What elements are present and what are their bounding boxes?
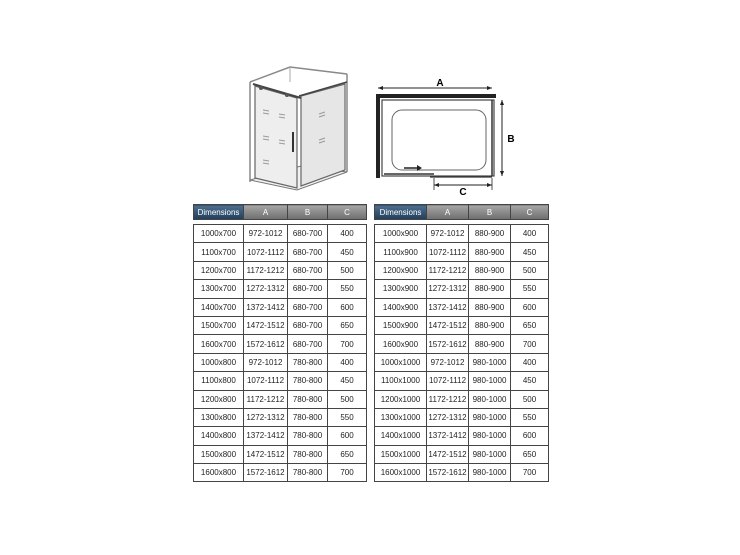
cell-a: 1172-1212 xyxy=(427,390,469,408)
cell-b: 780-800 xyxy=(288,464,328,482)
cell-dimensions: 1000x700 xyxy=(194,225,244,243)
cell-a: 1572-1612 xyxy=(427,335,469,353)
cell-a: 1272-1312 xyxy=(244,408,288,426)
table-row xyxy=(375,225,549,243)
cell-dimensions: 1500x700 xyxy=(194,316,244,334)
table-row xyxy=(375,390,549,408)
table-body-left xyxy=(194,220,367,482)
cell-c: 550 xyxy=(511,280,549,298)
cell-c: 600 xyxy=(328,298,367,316)
cell-a: 1572-1612 xyxy=(427,464,469,482)
cell-b: 880-900 xyxy=(469,280,511,298)
cell-b: 880-900 xyxy=(469,225,511,243)
cell-a: 1272-1312 xyxy=(427,408,469,426)
label-c: C xyxy=(459,187,467,196)
table-row xyxy=(375,261,549,279)
cell-c: 700 xyxy=(511,464,549,482)
cell-b: 780-800 xyxy=(288,390,328,408)
cell-dimensions: 1100x800 xyxy=(194,372,244,390)
cell-dimensions: 1100x900 xyxy=(375,243,427,261)
cell-c: 700 xyxy=(328,464,367,482)
cell-dimensions: 1300x800 xyxy=(194,408,244,426)
cell-b: 980-1000 xyxy=(469,353,511,371)
cell-a: 1372-1412 xyxy=(427,298,469,316)
cell-b: 880-900 xyxy=(469,298,511,316)
cell-a: 1372-1412 xyxy=(244,298,288,316)
dimensions-table-right xyxy=(374,204,549,482)
cell-a: 1272-1312 xyxy=(427,280,469,298)
cell-b: 680-700 xyxy=(288,316,328,334)
table-row xyxy=(194,372,367,390)
cell-dimensions: 1600x700 xyxy=(194,335,244,353)
header-c: C xyxy=(328,205,367,220)
cell-b: 680-700 xyxy=(288,243,328,261)
cell-c: 500 xyxy=(511,261,549,279)
cell-dimensions: 1200x800 xyxy=(194,390,244,408)
cell-c: 700 xyxy=(328,335,367,353)
cell-a: 1572-1612 xyxy=(244,335,288,353)
cell-b: 680-700 xyxy=(288,298,328,316)
table-row xyxy=(194,408,367,426)
table-row xyxy=(194,298,367,316)
cell-c: 550 xyxy=(328,280,367,298)
header-c: C xyxy=(511,205,549,220)
cell-b: 680-700 xyxy=(288,225,328,243)
cell-c: 600 xyxy=(511,298,549,316)
cell-c: 450 xyxy=(511,372,549,390)
cell-dimensions: 1600x1000 xyxy=(375,464,427,482)
cell-b: 780-800 xyxy=(288,353,328,371)
cell-c: 700 xyxy=(511,335,549,353)
cell-c: 400 xyxy=(328,353,367,371)
cell-b: 780-800 xyxy=(288,408,328,426)
cell-b: 980-1000 xyxy=(469,390,511,408)
cell-c: 550 xyxy=(328,408,367,426)
cell-c: 650 xyxy=(511,445,549,463)
table-row xyxy=(375,445,549,463)
plan-view-diagram xyxy=(370,78,520,196)
cell-dimensions: 1100x700 xyxy=(194,243,244,261)
cell-dimensions: 1500x900 xyxy=(375,316,427,334)
table-row xyxy=(375,298,549,316)
cell-b: 880-900 xyxy=(469,316,511,334)
cell-b: 780-800 xyxy=(288,445,328,463)
table-row xyxy=(194,261,367,279)
cell-dimensions: 1400x800 xyxy=(194,427,244,445)
cell-c: 500 xyxy=(328,390,367,408)
table-row xyxy=(375,464,549,482)
cell-c: 450 xyxy=(328,372,367,390)
cell-a: 1472-1512 xyxy=(427,316,469,334)
cell-dimensions: 1300x900 xyxy=(375,280,427,298)
cell-dimensions: 1500x800 xyxy=(194,445,244,463)
cell-a: 1172-1212 xyxy=(244,261,288,279)
table-row xyxy=(194,445,367,463)
cell-a: 1072-1112 xyxy=(244,372,288,390)
cell-dimensions: 1600x900 xyxy=(375,335,427,353)
cell-b: 980-1000 xyxy=(469,464,511,482)
cell-c: 650 xyxy=(328,445,367,463)
cell-a: 1372-1412 xyxy=(244,427,288,445)
cell-dimensions: 1200x700 xyxy=(194,261,244,279)
cell-dimensions: 1400x900 xyxy=(375,298,427,316)
dimensions-table-left xyxy=(193,204,367,482)
cell-a: 1472-1512 xyxy=(244,316,288,334)
table-header-row xyxy=(194,205,367,220)
cell-a: 1172-1212 xyxy=(427,261,469,279)
table-row xyxy=(375,316,549,334)
cell-a: 1272-1312 xyxy=(244,280,288,298)
cell-a: 972-1012 xyxy=(427,353,469,371)
table-row xyxy=(375,243,549,261)
header-dimensions: Dimensions xyxy=(194,205,244,220)
cell-b: 980-1000 xyxy=(469,427,511,445)
cell-dimensions: 1100x1000 xyxy=(375,372,427,390)
table-row xyxy=(194,243,367,261)
cell-b: 980-1000 xyxy=(469,445,511,463)
cell-c: 600 xyxy=(511,427,549,445)
header-dimensions: Dimensions xyxy=(375,205,427,220)
table-row xyxy=(194,335,367,353)
table-row xyxy=(375,335,549,353)
cell-a: 972-1012 xyxy=(244,225,288,243)
cell-a: 1072-1112 xyxy=(427,243,469,261)
table-row xyxy=(194,427,367,445)
table-row xyxy=(375,427,549,445)
table-row xyxy=(194,225,367,243)
cell-b: 980-1000 xyxy=(469,408,511,426)
cell-c: 650 xyxy=(328,316,367,334)
table-row xyxy=(375,372,549,390)
cell-b: 680-700 xyxy=(288,261,328,279)
cell-dimensions: 1300x1000 xyxy=(375,408,427,426)
cell-a: 1172-1212 xyxy=(244,390,288,408)
header-b: B xyxy=(288,205,328,220)
cell-c: 650 xyxy=(511,316,549,334)
table-body-right xyxy=(375,220,549,482)
cell-dimensions: 1200x1000 xyxy=(375,390,427,408)
table-row xyxy=(375,353,549,371)
label-a: A xyxy=(436,78,444,89)
cell-a: 1572-1612 xyxy=(244,464,288,482)
shower-enclosure-illustration xyxy=(235,62,355,197)
table-row xyxy=(194,464,367,482)
table-row xyxy=(375,408,549,426)
cell-c: 500 xyxy=(328,261,367,279)
cell-c: 450 xyxy=(511,243,549,261)
cell-a: 1472-1512 xyxy=(427,445,469,463)
cell-a: 972-1012 xyxy=(244,353,288,371)
header-a: A xyxy=(244,205,288,220)
cell-b: 680-700 xyxy=(288,280,328,298)
cell-b: 880-900 xyxy=(469,243,511,261)
label-b: B xyxy=(507,134,515,145)
cell-a: 1072-1112 xyxy=(244,243,288,261)
cell-dimensions: 1500x1000 xyxy=(375,445,427,463)
cell-dimensions: 1200x900 xyxy=(375,261,427,279)
cell-a: 1372-1412 xyxy=(427,427,469,445)
table-row xyxy=(194,353,367,371)
cell-b: 680-700 xyxy=(288,335,328,353)
cell-dimensions: 1400x1000 xyxy=(375,427,427,445)
table-row xyxy=(375,280,549,298)
cell-c: 400 xyxy=(328,225,367,243)
cell-c: 550 xyxy=(511,408,549,426)
cell-a: 1472-1512 xyxy=(244,445,288,463)
cell-c: 500 xyxy=(511,390,549,408)
cell-dimensions: 1000x1000 xyxy=(375,353,427,371)
cell-c: 400 xyxy=(511,225,549,243)
cell-dimensions: 1600x800 xyxy=(194,464,244,482)
cell-dimensions: 1400x700 xyxy=(194,298,244,316)
header-b: B xyxy=(469,205,511,220)
cell-c: 600 xyxy=(328,427,367,445)
cell-dimensions: 1300x700 xyxy=(194,280,244,298)
table-row xyxy=(194,390,367,408)
cell-dimensions: 1000x900 xyxy=(375,225,427,243)
cell-b: 780-800 xyxy=(288,372,328,390)
cell-a: 972-1012 xyxy=(427,225,469,243)
cell-b: 980-1000 xyxy=(469,372,511,390)
cell-c: 400 xyxy=(511,353,549,371)
table-row xyxy=(194,316,367,334)
cell-b: 780-800 xyxy=(288,427,328,445)
cell-dimensions: 1000x800 xyxy=(194,353,244,371)
table-header-row xyxy=(375,205,549,220)
cell-a: 1072-1112 xyxy=(427,372,469,390)
cell-b: 880-900 xyxy=(469,335,511,353)
header-a: A xyxy=(427,205,469,220)
cell-b: 880-900 xyxy=(469,261,511,279)
cell-c: 450 xyxy=(328,243,367,261)
table-row xyxy=(194,280,367,298)
